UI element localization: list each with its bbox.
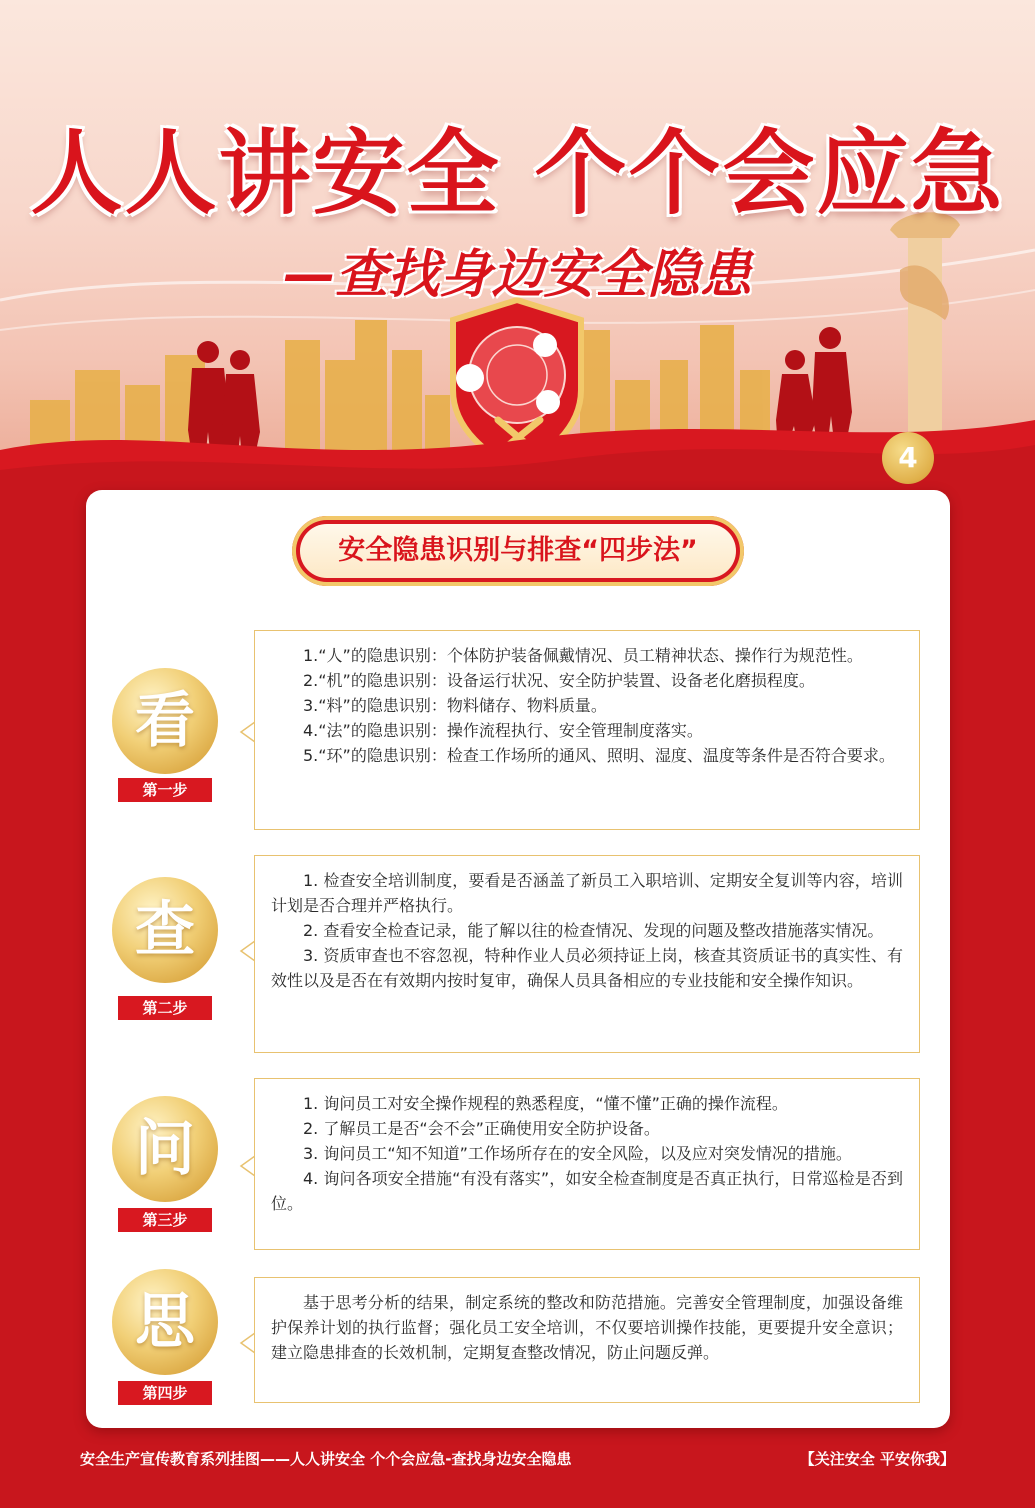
step-badge: 看	[112, 668, 218, 774]
section-title-pill	[292, 516, 744, 586]
fire-icon	[456, 364, 484, 392]
step-tag: 第二步	[118, 996, 212, 1020]
step-line: 3. 资质审查也不容忽视，特种作业人员必须持证上岗，核查其资质证书的真实性、有效性以及是否在有效期内按时复审，确保人员具备相应的专业技能和安全操作知识。	[271, 946, 903, 990]
step-line: 5.“环”的隐患识别：检查工作场所的通风、照明、湿度、温度等条件是否符合要求。	[303, 746, 895, 765]
step-box	[254, 855, 920, 1053]
step-line: 1. 询问员工对安全操作规程的熟悉程度，“懂不懂”正确的操作流程。	[303, 1094, 788, 1113]
footer-series-title: 安全生产宣传教育系列挂图——人人讲安全 个个会应急-查找身边安全隐患	[80, 1450, 572, 1468]
page-title: 人人讲安全 个个会应急	[30, 120, 1005, 227]
step-line: 1.“人”的隐患识别：个体防护装备佩戴情况、员工精神状态、操作行为规范性。	[303, 646, 863, 665]
step-badge: 查	[112, 877, 218, 983]
step-tag: 第三步	[118, 1208, 212, 1232]
step-badge: 问	[112, 1096, 218, 1202]
step-line: 2. 了解员工是否“会不会”正确使用安全防护设备。	[303, 1119, 660, 1138]
footer-slogan: 【关注安全 平安你我】	[799, 1450, 955, 1468]
step-line: 1. 检查安全培训制度，要看是否涵盖了新员工入职培训、定期安全复训等内容，培训计划是否合理并严格执行。	[271, 871, 903, 915]
section-title: 安全隐患识别与排查“四步法”	[300, 524, 736, 578]
step-tag: 第一步	[118, 778, 212, 802]
step-box	[254, 1277, 920, 1403]
hero-banner	[0, 0, 1035, 520]
step-line: 2.“机”的隐患识别：设备运行状况、安全防护装置、设备老化磨损程度。	[303, 671, 815, 690]
flask-icon	[536, 390, 560, 414]
content-card	[86, 490, 950, 1428]
step-box	[254, 1078, 920, 1250]
page-subtitle: —查找身边安全隐患	[283, 245, 752, 305]
step-line: 基于思考分析的结果，制定系统的整改和防范措施。完善安全管理制度，加强设备维护保养计划的执行监督；强化员工安全培训，不仅要培训操作技能，更要提升安全意识；建立隐患排查的长效机制，定期复查整改情况，防止问题反弹。	[271, 1293, 903, 1362]
step-line: 3. 询问员工“知不知道”工作场所存在的安全风险，以及应对突发情况的措施。	[303, 1144, 852, 1163]
step-line: 4.“法”的隐患识别：操作流程执行、安全管理制度落实。	[303, 721, 703, 740]
step-line: 3.“料”的隐患识别：物料储存、物料质量。	[303, 696, 607, 715]
step-box	[254, 630, 920, 830]
step-tag: 第四步	[118, 1381, 212, 1405]
fire-icon	[533, 333, 557, 357]
page-number-badge: 4	[882, 432, 934, 484]
step-line: 2. 查看安全检查记录，能了解以往的检查情况、发现的问题及整改措施落实情况。	[303, 921, 884, 940]
step-line: 4. 询问各项安全措施“有没有落实”，如安全检查制度是否真正执行，日常巡检是否到位。	[271, 1169, 903, 1213]
step-badge: 思	[112, 1269, 218, 1375]
